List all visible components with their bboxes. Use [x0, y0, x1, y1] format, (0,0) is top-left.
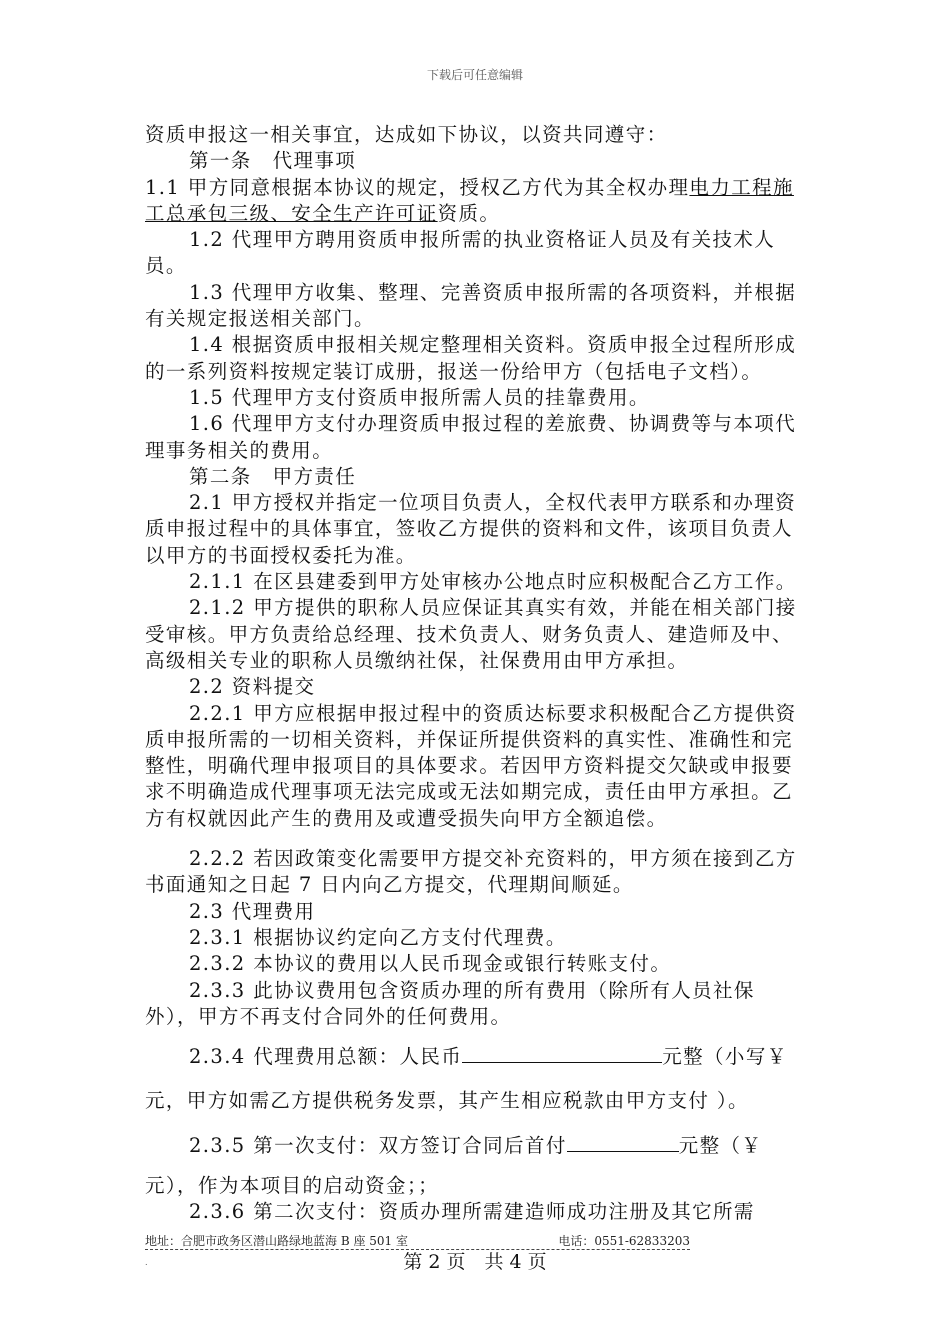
paragraph: 1.5 代理甲方支付资质申报所需人员的挂靠费用。	[189, 385, 650, 409]
paragraph: 1.2 代理甲方聘用资质申报所需的执业资格证人员及有关技术人员。	[145, 228, 776, 278]
article-heading: 第一条 代理事项	[189, 149, 357, 173]
footer-phone: 电话：0551-62833203	[558, 1234, 690, 1248]
fee-suffix: 元整（小写￥	[662, 1045, 788, 1069]
article-heading: 第二条 甲方责任	[189, 464, 357, 488]
first-payment-blank	[567, 1133, 679, 1152]
paragraph: 1.3 代理甲方收集、整理、完善资质申报所需的各项资料，并根据有关规定报送相关部门。	[145, 280, 797, 331]
document-body	[145, 122, 807, 1226]
paragraph: 2.3.1 根据协议约定向乙方支付代理费。	[189, 925, 567, 949]
paragraph: 1.6 代理甲方支付办理资质申报过程的差旅费、协调费等与本项代理事务相关的费用。	[145, 412, 797, 462]
paragraph	[145, 1133, 807, 1159]
section-heading: 2.3 代理费用	[189, 899, 316, 923]
total-fee-blank	[462, 1044, 662, 1063]
paragraph: 元，甲方如需乙方提供税务发票，其产生相应税款由甲方支付 ）。	[145, 1089, 749, 1113]
footer-address: 地址：合肥市政务区潜山路绿地蓝海 B 座 501 室	[145, 1234, 408, 1248]
page-number: 第 2 页 共 4 页	[403, 1251, 547, 1273]
paragraph: 2.1.1 在区县建委到甲方处审核办公地点时应积极配合乙方工作。	[189, 570, 797, 594]
paragraph: 1.4 根据资质申报相关规定整理相关资料。资质申报全过程所形成的一系列资料按规定装订成册，报送一份给甲方（包括电子文档）。	[145, 333, 797, 383]
paragraph: 资质申报这一相关事宜，达成如下协议，以资共同遵守：	[145, 123, 668, 146]
paragraph: 2.2.1 甲方应根据申报过程中的资质达标要求积极配合乙方提供资质申报所需的一切相关资料，并保证所提供资料的真实性、准确性和完整性，明确代理申报项目的具体要求。若因甲方资料提交欠缺或申报要求不明确造成代理事项无法完成或无法如期完成，责任由甲方承担。乙方有权就因此产生的费用及或遭受损失向甲方全额追偿。	[145, 701, 797, 830]
fee-label: 2.3.4 代理费用总额：人民币	[189, 1045, 463, 1069]
clause-text: 资质。	[437, 201, 501, 225]
paragraph: 2.3.2 本协议的费用以人民币现金或银行转账支付。	[189, 952, 672, 976]
paragraph: 元），作为本项目的启动资金；；	[145, 1173, 440, 1197]
header-note: 下载后可任意编辑	[426, 68, 523, 82]
payment-suffix: 元整（￥	[678, 1133, 763, 1157]
footer-dot: .	[145, 1258, 148, 1267]
paragraph: 2.3.3 此协议费用包含资质办理的所有费用（除所有人员社保外），甲方不再支付合同外的任何费用。	[145, 978, 755, 1028]
clause-text: 1.1 甲方同意根据本协议的规定，授权乙方代为其全权办理	[145, 175, 690, 199]
paragraph: 2.2.2 若因政策变化需要甲方提交补充资料的，甲方须在接到乙方书面通知之日起 7 日内向乙方提交，代理期间顺延。	[145, 847, 797, 897]
paragraph: 2.1.2 甲方提供的职称人员应保证其真实有效，并能在相关部门接受审核。甲方负责给总经理、技术负责人、财务负责人、建造师及中、高级相关专业的职称人员缴纳社保，社保费用由甲方承担。	[145, 596, 797, 672]
section-heading: 2.2 资料提交	[189, 675, 316, 699]
paragraph	[145, 1044, 807, 1070]
paragraph: 2.3.6 第二次支付：资质办理所需建造师成功注册及其它所需	[189, 1200, 755, 1224]
paragraph	[145, 175, 807, 228]
qualification-name: 电力工程施工总承包三级、安全生产许可证	[145, 175, 794, 225]
paragraph: 2.1 甲方授权并指定一位项目负责人，全权代表甲方联系和办理资质申报过程中的具体事宜，签收乙方提供的资料和文件，该项目负责人以甲方的书面授权委托为准。	[145, 491, 797, 567]
payment-label: 2.3.5 第一次支付：双方签订合同后首付	[189, 1133, 567, 1157]
